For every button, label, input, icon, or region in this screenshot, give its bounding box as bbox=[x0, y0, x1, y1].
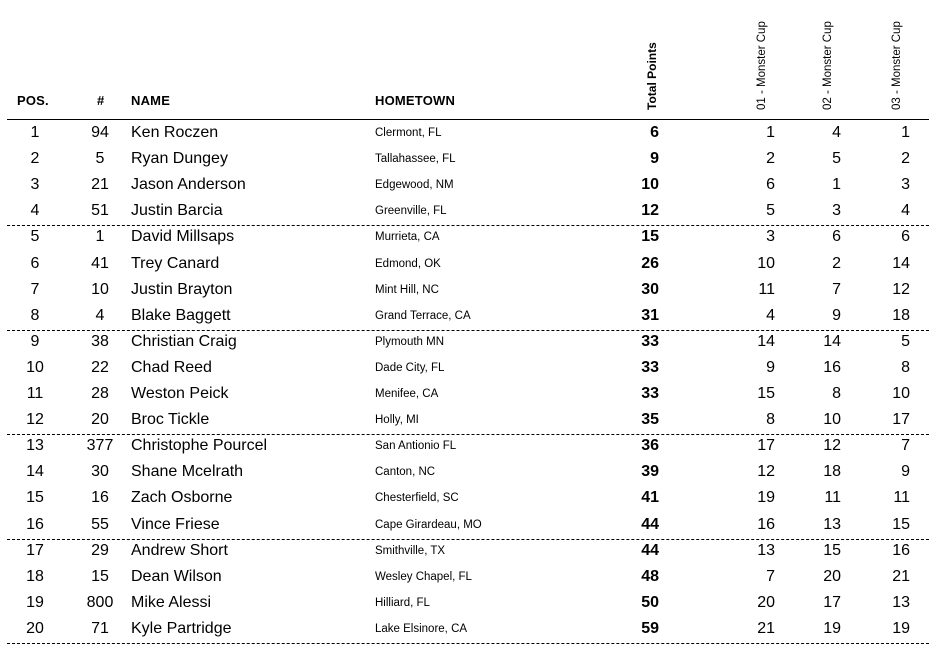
position-cell: 19 bbox=[26, 593, 44, 611]
round-1-cell: 6 bbox=[766, 176, 775, 194]
rider-name-cell: Justin Barcia bbox=[131, 202, 223, 220]
round-1-cell: 15 bbox=[757, 385, 775, 402]
rider-name-cell: Shane Mcelrath bbox=[131, 463, 244, 481]
total-points-cell: 59 bbox=[641, 619, 659, 637]
table-row bbox=[0, 461, 929, 487]
number-cell: 28 bbox=[91, 385, 109, 402]
hometown-cell: Greenville, FL bbox=[375, 205, 447, 218]
table-row bbox=[0, 540, 929, 566]
position-cell: 14 bbox=[26, 463, 44, 481]
position-cell: 4 bbox=[30, 202, 40, 220]
position-cell: 1 bbox=[30, 124, 40, 141]
position-cell: 6 bbox=[30, 254, 40, 272]
round-2-cell: 4 bbox=[832, 124, 841, 141]
round-1-cell: 20 bbox=[757, 593, 775, 611]
round-3-cell: 15 bbox=[892, 515, 910, 533]
rider-name-cell: Justin Brayton bbox=[131, 280, 233, 298]
total-points-cell: 10 bbox=[641, 176, 659, 194]
position-cell: 16 bbox=[26, 515, 44, 533]
hometown-cell: Smithville, TX bbox=[375, 544, 446, 557]
hometown-cell: Menifee, CA bbox=[375, 388, 439, 400]
rider-name-cell: Kyle Partridge bbox=[131, 619, 232, 637]
round-3-cell: 7 bbox=[901, 437, 910, 455]
round-2-cell: 3 bbox=[832, 202, 841, 220]
number-cell: 800 bbox=[86, 593, 114, 611]
round-1-cell: 14 bbox=[757, 332, 775, 350]
round-2-cell: 11 bbox=[824, 489, 841, 507]
rider-name-cell: Vince Friese bbox=[131, 515, 220, 533]
position-cell: 5 bbox=[30, 228, 40, 246]
round-3-cell: 2 bbox=[901, 150, 910, 168]
table-row bbox=[0, 200, 929, 226]
round-1-cell: 17 bbox=[757, 437, 775, 455]
round-3-cell: 10 bbox=[892, 385, 910, 402]
round-1-cell: 8 bbox=[766, 411, 775, 429]
header-hometown: HOMETOWN bbox=[375, 93, 456, 108]
round-3-cell: 1 bbox=[901, 124, 910, 141]
position-cell: 10 bbox=[26, 358, 44, 376]
number-cell: 30 bbox=[91, 463, 109, 481]
total-points-cell: 31 bbox=[641, 306, 659, 324]
position-cell: 11 bbox=[26, 385, 44, 402]
hometown-cell: Canton, NC bbox=[375, 466, 436, 479]
hometown-cell: Dade City, FL bbox=[375, 361, 445, 374]
hometown-cell: Plymouth MN bbox=[375, 335, 445, 348]
round-2-cell: 2 bbox=[832, 254, 841, 272]
round-3-cell: 11 bbox=[893, 489, 910, 507]
table-row bbox=[0, 383, 929, 409]
number-cell: 5 bbox=[95, 150, 105, 168]
number-cell: 41 bbox=[91, 254, 109, 272]
position-cell: 15 bbox=[26, 489, 44, 507]
round-2-cell: 16 bbox=[823, 358, 841, 376]
hometown-cell: Lake Elsinore, CA bbox=[375, 622, 468, 635]
hometown-cell: San Antionio FL bbox=[375, 440, 457, 453]
number-cell: 377 bbox=[86, 437, 114, 455]
total-points-cell: 15 bbox=[641, 228, 659, 246]
table-row bbox=[0, 487, 929, 513]
round-3-cell: 13 bbox=[892, 593, 910, 611]
round-1-cell: 3 bbox=[766, 228, 775, 246]
table-row bbox=[0, 148, 929, 174]
rider-name-cell: Christophe Pourcel bbox=[131, 437, 268, 455]
rider-name-cell: Chad Reed bbox=[131, 358, 212, 376]
hometown-cell: Mint Hill, NC bbox=[375, 283, 439, 296]
round-1-cell: 21 bbox=[757, 619, 775, 637]
round-2-cell: 7 bbox=[832, 280, 841, 298]
rider-name-cell: Ryan Dungey bbox=[131, 150, 228, 168]
round-3-cell: 17 bbox=[892, 411, 910, 429]
header-rule bbox=[7, 119, 929, 120]
header-total-points: Total Points bbox=[645, 42, 659, 110]
rider-name-cell: Trey Canard bbox=[131, 254, 220, 272]
number-cell: 4 bbox=[95, 306, 105, 324]
round-1-cell: 16 bbox=[757, 515, 775, 533]
round-1-cell: 19 bbox=[757, 489, 775, 507]
round-2-cell: 10 bbox=[823, 411, 841, 429]
round-3-cell: 4 bbox=[901, 202, 910, 220]
position-cell: 7 bbox=[30, 280, 40, 298]
number-cell: 21 bbox=[91, 176, 109, 194]
number-cell: 55 bbox=[91, 515, 109, 533]
position-cell: 3 bbox=[30, 176, 40, 194]
rider-name-cell: Broc Tickle bbox=[131, 411, 210, 429]
round-2-cell: 1 bbox=[832, 176, 841, 194]
number-cell: 1 bbox=[95, 228, 105, 246]
round-2-cell: 15 bbox=[823, 541, 841, 559]
hometown-cell: Cape Girardeau, MO bbox=[375, 518, 482, 531]
header-round-2: 02 - Monster Cup bbox=[822, 21, 834, 110]
round-2-cell: 5 bbox=[832, 150, 841, 168]
round-3-cell: 8 bbox=[901, 358, 910, 376]
table-row bbox=[0, 174, 929, 200]
round-1-cell: 7 bbox=[766, 567, 775, 585]
total-points-cell: 33 bbox=[641, 332, 659, 350]
round-2-cell: 12 bbox=[823, 437, 841, 455]
number-cell: 16 bbox=[91, 489, 109, 507]
total-points-cell: 26 bbox=[641, 254, 659, 272]
number-cell: 94 bbox=[91, 124, 109, 141]
table-row bbox=[0, 122, 929, 148]
total-points-cell: 33 bbox=[641, 358, 659, 376]
round-1-cell: 4 bbox=[766, 306, 775, 324]
position-cell: 13 bbox=[26, 437, 44, 455]
table-row bbox=[0, 409, 929, 435]
round-1-cell: 12 bbox=[757, 463, 775, 481]
total-points-cell: 44 bbox=[641, 515, 659, 533]
round-1-cell: 2 bbox=[766, 150, 775, 168]
total-points-cell: 6 bbox=[650, 124, 659, 141]
hometown-cell: Chesterfield, SC bbox=[375, 492, 459, 505]
round-2-cell: 20 bbox=[823, 567, 841, 585]
hometown-cell: Hilliard, FL bbox=[375, 596, 430, 609]
round-1-cell: 9 bbox=[766, 358, 775, 376]
position-cell: 12 bbox=[26, 411, 44, 429]
number-cell: 38 bbox=[91, 332, 109, 350]
round-1-cell: 10 bbox=[757, 254, 775, 272]
total-points-cell: 35 bbox=[641, 411, 659, 429]
round-3-cell: 21 bbox=[892, 567, 910, 585]
table-row bbox=[0, 305, 929, 331]
round-3-cell: 12 bbox=[892, 280, 910, 298]
header-round-1: 01 - Monster Cup bbox=[756, 21, 768, 110]
rider-name-cell: Weston Peick bbox=[131, 385, 229, 402]
table-row bbox=[0, 331, 929, 357]
number-cell: 10 bbox=[91, 280, 109, 298]
hometown-cell: Wesley Chapel, FL bbox=[375, 570, 472, 583]
round-3-cell: 6 bbox=[901, 228, 910, 246]
position-cell: 18 bbox=[26, 567, 44, 585]
total-points-cell: 30 bbox=[641, 280, 659, 298]
round-2-cell: 9 bbox=[832, 306, 841, 324]
round-2-cell: 8 bbox=[832, 385, 841, 402]
table-row bbox=[0, 592, 929, 618]
table-row bbox=[0, 435, 929, 461]
position-cell: 2 bbox=[30, 150, 40, 168]
rider-name-cell: Zach Osborne bbox=[131, 489, 233, 507]
rider-name-cell: Christian Craig bbox=[131, 332, 237, 350]
round-2-cell: 19 bbox=[823, 619, 841, 637]
number-cell: 15 bbox=[91, 567, 109, 585]
total-points-cell: 9 bbox=[650, 150, 659, 168]
hometown-cell: Holly, MI bbox=[375, 414, 419, 427]
number-cell: 20 bbox=[91, 411, 109, 429]
hometown-cell: Edgewood, NM bbox=[375, 179, 454, 192]
number-cell: 51 bbox=[91, 202, 109, 220]
total-points-cell: 39 bbox=[641, 463, 659, 481]
position-cell: 9 bbox=[30, 332, 40, 350]
round-3-cell: 5 bbox=[901, 332, 910, 350]
total-points-cell: 12 bbox=[641, 202, 659, 220]
total-points-cell: 50 bbox=[641, 593, 659, 611]
number-cell: 29 bbox=[91, 541, 109, 559]
rider-name-cell: Jason Anderson bbox=[131, 176, 246, 194]
table-row bbox=[0, 566, 929, 592]
rider-name-cell: Andrew Short bbox=[131, 541, 228, 559]
round-2-cell: 14 bbox=[823, 332, 841, 350]
round-2-cell: 13 bbox=[823, 515, 841, 533]
round-3-cell: 3 bbox=[901, 176, 910, 194]
hometown-cell: Grand Terrace, CA bbox=[375, 309, 471, 322]
position-cell: 17 bbox=[26, 541, 44, 559]
number-cell: 22 bbox=[91, 358, 109, 376]
round-1-cell: 13 bbox=[757, 541, 775, 559]
header-name: NAME bbox=[131, 93, 171, 108]
position-cell: 8 bbox=[30, 306, 40, 324]
total-points-cell: 44 bbox=[641, 541, 659, 559]
table-row bbox=[0, 618, 929, 644]
round-2-cell: 18 bbox=[823, 463, 841, 481]
round-2-cell: 6 bbox=[832, 228, 841, 246]
rider-name-cell: Ken Roczen bbox=[131, 124, 219, 141]
table-row bbox=[0, 279, 929, 305]
rider-name-cell: David Millsaps bbox=[131, 228, 235, 246]
round-2-cell: 17 bbox=[823, 593, 841, 611]
round-1-cell: 5 bbox=[766, 202, 775, 220]
round-3-cell: 9 bbox=[901, 463, 910, 481]
table-row bbox=[0, 253, 929, 279]
round-3-cell: 19 bbox=[892, 619, 910, 637]
round-1-cell: 11 bbox=[758, 280, 775, 298]
total-points-cell: 33 bbox=[641, 385, 659, 402]
total-points-cell: 48 bbox=[641, 567, 659, 585]
hometown-cell: Murrieta, CA bbox=[375, 231, 440, 244]
header-number: # bbox=[97, 93, 105, 108]
rider-name-cell: Dean Wilson bbox=[131, 567, 222, 585]
table-row bbox=[0, 226, 929, 252]
hometown-cell: Edmond, OK bbox=[375, 257, 441, 270]
table-row bbox=[0, 514, 929, 540]
total-points-cell: 36 bbox=[641, 437, 659, 455]
header-round-3: 03 - Monster Cup bbox=[891, 21, 903, 110]
header-pos: POS. bbox=[17, 93, 49, 108]
position-cell: 20 bbox=[26, 619, 44, 637]
round-3-cell: 18 bbox=[892, 306, 910, 324]
number-cell: 71 bbox=[91, 619, 109, 637]
round-3-cell: 14 bbox=[892, 254, 910, 272]
rider-name-cell: Mike Alessi bbox=[131, 593, 212, 611]
table-row bbox=[0, 357, 929, 383]
total-points-cell: 41 bbox=[641, 489, 659, 507]
hometown-cell: Clermont, FL bbox=[375, 127, 442, 139]
round-1-cell: 1 bbox=[766, 124, 775, 141]
round-3-cell: 16 bbox=[892, 541, 910, 559]
hometown-cell: Tallahassee, FL bbox=[375, 153, 456, 166]
group-separator bbox=[7, 643, 929, 644]
rider-name-cell: Blake Baggett bbox=[131, 306, 231, 324]
